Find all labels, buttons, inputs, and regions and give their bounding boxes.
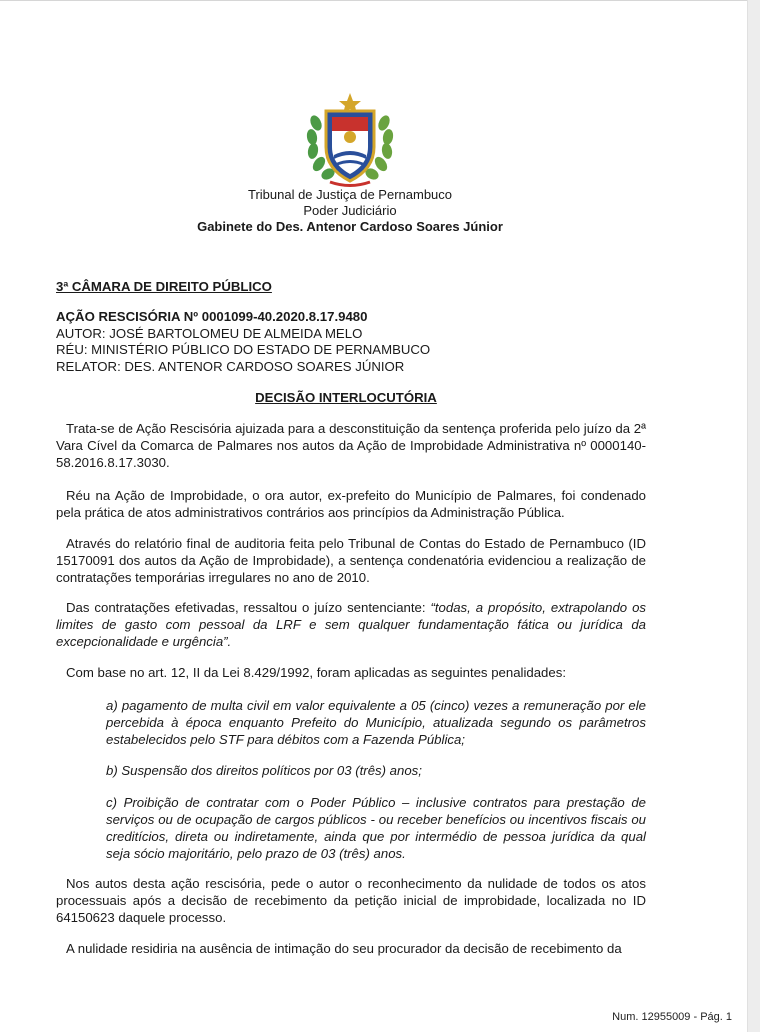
chamber-label: 3ª CÂMARA DE DIREITO PÚBLICO: [56, 279, 272, 294]
rapporteur-line: RELATOR: DES. ANTENOR CARDOSO SOARES JÚNIOR: [56, 358, 405, 374]
paragraph-4-lead: Das contratações efetivadas, ressaltou o juízo sentenciante:: [66, 600, 431, 615]
page-side-margin: [747, 0, 760, 1032]
court-name: Tribunal de Justiça de Pernambuco: [247, 187, 453, 202]
penalty-item-a: a) pagamento de multa civil em valor equivalente a 05 (cinco) vezes a remuneração por ele percebida à época enquanto Prefeito do Município, atualizada segundo os parâmetros estabelecidos pelo STF para débitos com a Fazenda Pública;: [106, 698, 646, 747]
court-header: [0, 187, 700, 235]
paragraph-7: A nulidade residiria na ausência de intimação do seu procurador da decisão de recebimento da: [66, 941, 622, 956]
action-number: AÇÃO RESCISÓRIA Nº 0001099-40.2020.8.17.9480: [56, 309, 368, 324]
penalty-item-c: c) Proibição de contratar com o Poder Público – inclusive contratos para prestação de serviços ou de ocupação de cargos públicos - ou receber benefícios ou incentivos fiscais ou creditícios, direta ou indiretamente, ainda que por intermédio de pessoa jurídica da qual seja sócio majoritário, pelo prazo de 03 (três) anos.: [106, 795, 646, 861]
paragraph-6: Nos autos desta ação rescisória, pede o autor o reconhecimento da nulidade de todos os atos processuais após a decisão de recebimento da petição inicial de improbidade, localizada no ID 64150623 daquele processo.: [56, 876, 646, 925]
penalty-item-b: b) Suspensão dos direitos políticos por 03 (três) anos;: [106, 763, 422, 778]
author-line: AUTOR: JOSÉ BARTOLOMEU DE ALMEIDA MELO: [56, 325, 363, 341]
court-branch: Poder Judiciário: [303, 203, 397, 218]
decision-title: DECISÃO INTERLOCUTÓRIA: [255, 390, 437, 405]
paragraph-2: Réu na Ação de Improbidade, o ora autor, ex-prefeito do Município de Palmares, foi condenado pela prática de atos administrativos contrários aos princípios da Administração Pública.: [56, 488, 646, 520]
coat-of-arms-emblem: [300, 89, 400, 189]
defendant-line: RÉU: MINISTÉRIO PÚBLICO DO ESTADO DE PERNAMBUCO: [56, 342, 431, 357]
paragraph-4-quote: “todas, a propósito, extrapolando os limites de gasto com pessoal da LRF e sem qualquer fundamentação fática ou jurídica da excepcionalidade e urgência”.: [56, 600, 646, 649]
paragraph-4: [56, 599, 646, 650]
case-info: [56, 309, 642, 375]
paragraph-3: Através do relatório final de auditoria feita pelo Tribunal de Contas do Estado de Pernambuco (ID 15170091 dos autos da Ação de Improbidade), a sentença condenatória evidenciou a realização de contratações temporárias irregulares no ano de 2010.: [56, 536, 646, 585]
page-footer: Num. 12955009 - Pág. 1: [612, 1011, 732, 1023]
office-name: Gabinete do Des. Antenor Cardoso Soares Júnior: [197, 219, 503, 234]
paragraph-5: Com base no art. 12, II da Lei 8.429/1992, foram aplicadas as seguintes penalidades:: [66, 665, 566, 680]
paragraph-1: Trata-se de Ação Rescisória ajuizada para a desconstituição da sentença proferida pelo juízo da 2ª Vara Cível da Comarca de Palmares nos autos da Ação de Improbidade Administrativa nº 0000140-58.2016.8.17.3030.: [56, 421, 646, 470]
